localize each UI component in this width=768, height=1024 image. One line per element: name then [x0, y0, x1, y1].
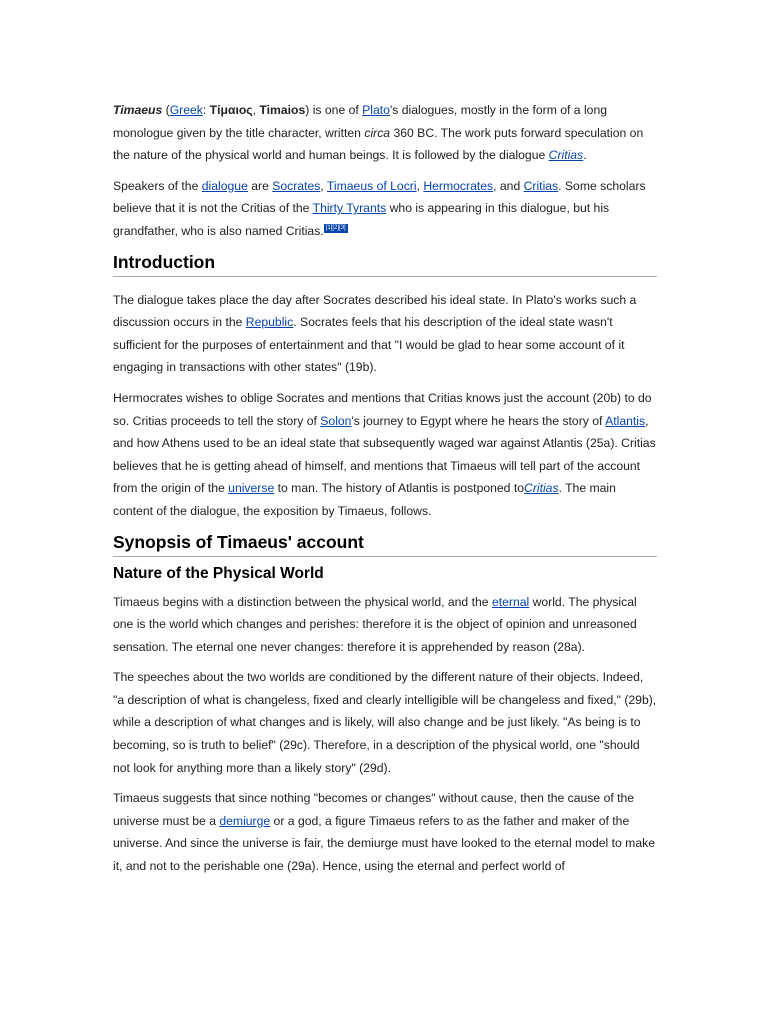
link-eternal[interactable]: eternal	[491, 594, 530, 609]
link-plato[interactable]: Plato	[362, 103, 390, 117]
lead-paragraph-2: Speakers of the dialogue are Socrates, Timaeus of Locri, Hermocrates, and Critias. Some scholars believe that it is not the Critias of the Thirty Tyrants who is appearing in this dialogue, but his grandfather, who is also named Critias. [1][2][3]	[113, 178, 646, 238]
link-critias-person[interactable]: Critias	[523, 178, 559, 193]
heading-introduction: Introduction	[113, 251, 657, 277]
link-critias[interactable]: Critias	[548, 148, 584, 163]
article-title-word: Timaeus	[113, 103, 163, 117]
synopsis-paragraph-2: The speeches about the two worlds are conditioned by the different nature of their objects. Indeed, "a description of what is changeless, fixed and clearly intelligible will be changeless and fixed," (29b), while a description of what changes and is likely, will also change and be just likely. "As being is to becoming, so is truth to belief" (29c). Therefore, in a description of the physical world, one "should not look for anything more than a likely story" (29d).	[113, 670, 657, 775]
subheading-nature-of-physical-world: Nature of the Physical World	[113, 564, 324, 582]
link-critias-dialogue[interactable]: Critias	[524, 481, 559, 496]
link-thirty-tyrants[interactable]: Thirty Tyrants	[312, 201, 387, 216]
reference-citation[interactable]: [1][2][3]	[325, 224, 346, 231]
heading-synopsis: Synopsis of Timaeus' account	[113, 531, 657, 557]
circa-text: circa	[364, 125, 391, 140]
synopsis-paragraph-3: Timaeus suggests that since nothing "becomes or changes" without cause, then the cause of the universe must be a demiurge or a god, a figure Timaeus refers to as the father and maker of the universe. And since the universe is fair, the demiurge must have looked to the eternal model to make it, and not to the perishable one (29a). Hence, using the eternal and perfect world of	[113, 791, 655, 874]
link-greek[interactable]: Greek	[169, 103, 203, 117]
latin-name: Timaios	[259, 103, 306, 117]
link-hermocrates[interactable]: Hermocrates	[423, 178, 494, 193]
link-republic[interactable]: Republic	[245, 315, 294, 330]
greek-name: Τίμαιος	[209, 103, 253, 117]
link-atlantis[interactable]: Atlantis	[605, 413, 646, 428]
link-demiurge[interactable]: demiurge	[219, 813, 271, 828]
synopsis-paragraph-1: Timaeus begins with a distinction between the physical world, and the eternal world. The physical one is the world which changes and perishes: therefore it is the object of opinion and unreasoned sensation. The eternal one never changes: therefore it is apprehended by reason (28a).	[113, 594, 637, 654]
link-socrates[interactable]: Socrates	[272, 178, 321, 193]
link-dialogue[interactable]: dialogue	[201, 178, 248, 193]
introduction-paragraph-2: Hermocrates wishes to oblige Socrates and mentions that Critias knows just the account (20b) to do so. Critias proceeds to tell the story of Solon's journey to Egypt where he hears the story of Atlantis, and how Athens used to be an ideal state that subsequently waged war against Atlantis (25a). Critias believes that he is getting ahead of himself, and mentions that Timaeus will tell part of the account from the origin of the universe to man. The history of Atlantis is postponed toCritias. The main content of the dialogue, the exposition by Timaeus, follows.	[113, 390, 656, 518]
link-solon[interactable]: Solon	[320, 413, 352, 428]
introduction-paragraph-1: The dialogue takes place the day after Socrates described his ideal state. In Plato's works such a discussion occurs in the Republic. Socrates feels that his description of the ideal state wasn't sufficient for the purposes of entertainment and that "I would be glad to hear some account of it engaging in transactions with other states" (19b).	[113, 292, 637, 375]
lead-paragraph-1: Timaeus (Greek: Τίμαιος, Timaios) is one of Plato's dialogues, mostly in the form of a long monologue given by the title character, written circa 360 BC. The work puts forward speculation on the nature of the physical world and human beings. It is followed by the dialogue Critias.	[113, 103, 644, 163]
link-timaeus-of-locri[interactable]: Timaeus of Locri	[326, 178, 417, 193]
link-universe[interactable]: universe	[228, 481, 275, 496]
